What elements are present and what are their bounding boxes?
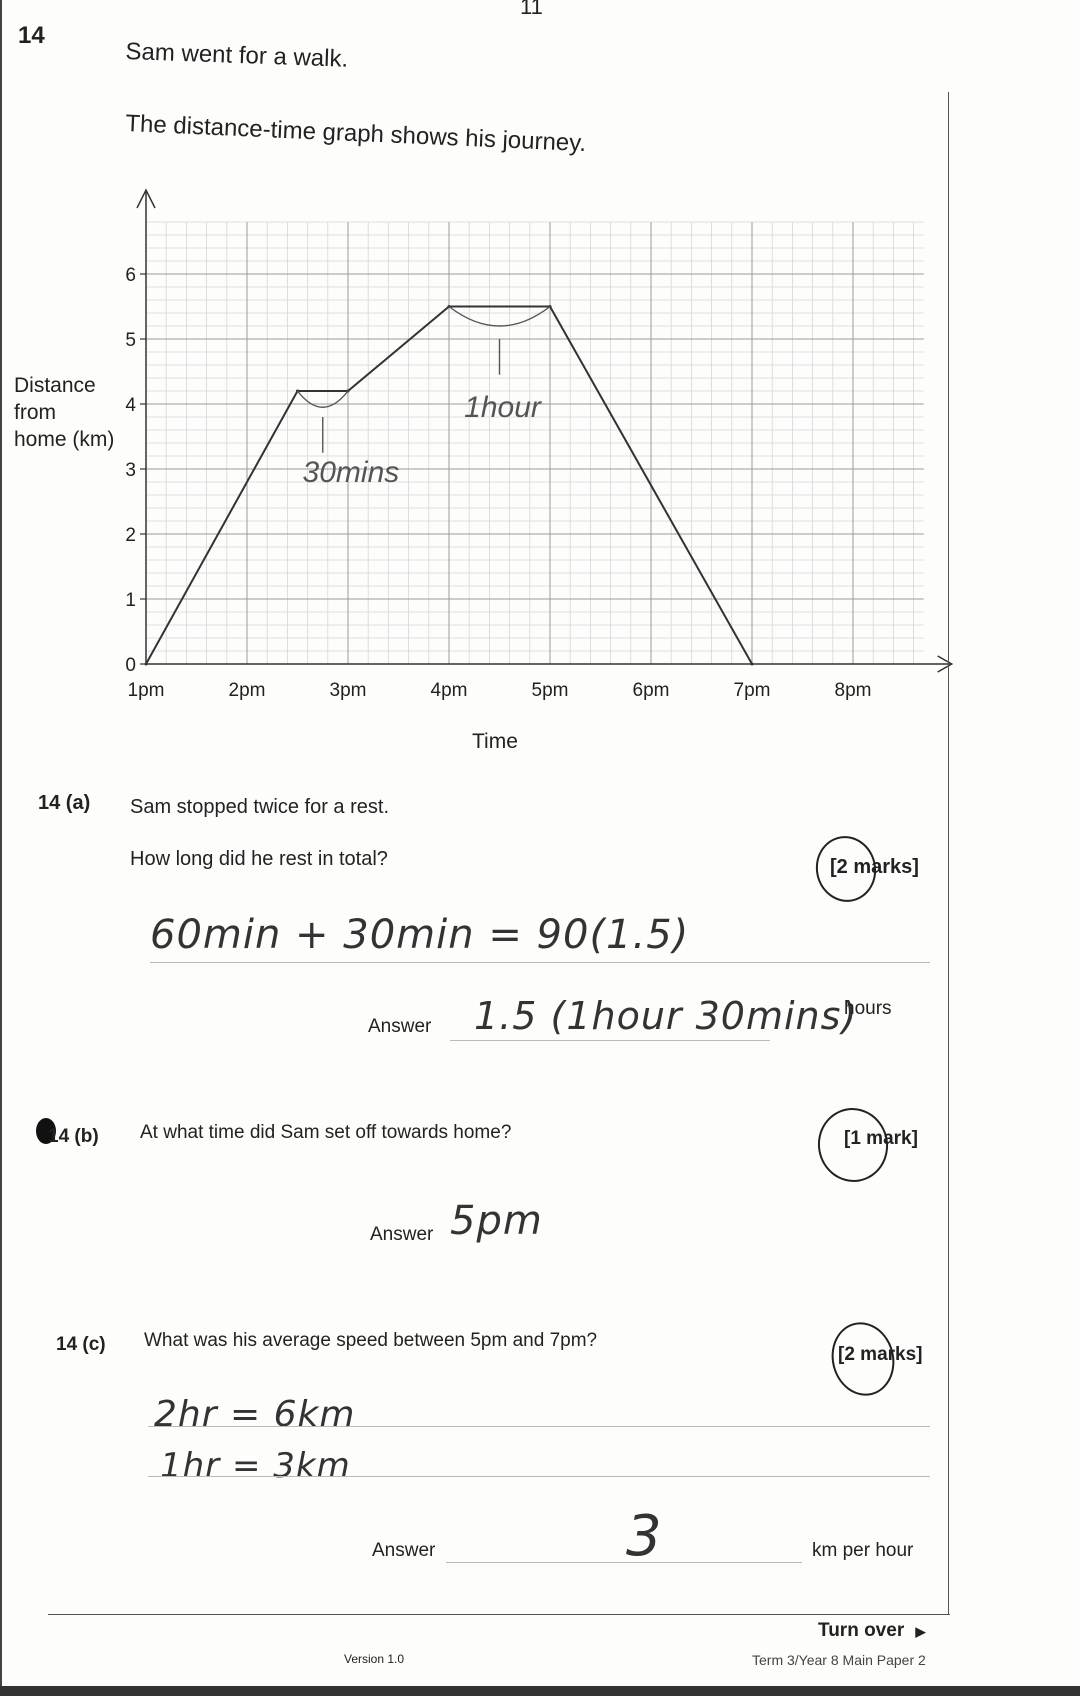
- part-b-label: 14 (b): [48, 1126, 99, 1147]
- version: Version 1.0: [344, 1652, 405, 1666]
- arrow-right-icon: ▶: [915, 1624, 926, 1639]
- part-c-marks: [2 marks]: [838, 1344, 923, 1365]
- journey-point: [751, 663, 754, 666]
- part-c-unit: km per hour: [812, 1540, 914, 1561]
- y-tick-label: 4: [125, 395, 136, 416]
- part-a-marks: [2 marks]: [830, 856, 919, 878]
- page-number: 11: [520, 0, 543, 19]
- x-tick-label: 1pm: [127, 680, 165, 701]
- y-tick-label: 6: [125, 265, 136, 286]
- answer-line: [450, 1040, 770, 1041]
- graph-annotations: [298, 307, 551, 490]
- part-b-answer-label: Answer: [370, 1224, 434, 1245]
- part-b-answer[interactable]: 5pm: [450, 1198, 543, 1244]
- x-tick-label: 2pm: [228, 680, 266, 701]
- y-tick-label: 5: [125, 330, 136, 351]
- part-a-answer-label: Answer: [368, 1016, 432, 1037]
- part-a-line-2: How long did he rest in total?: [130, 848, 388, 870]
- y-tick-label: 2: [125, 525, 136, 546]
- annotation-arc: [449, 307, 550, 327]
- paper-title: Term 3/Year 8 Main Paper 2: [752, 1652, 926, 1668]
- part-a-answer[interactable]: 1.5 (1hour 30mins): [474, 994, 858, 1038]
- y-axis-label-line: Distance: [14, 374, 96, 397]
- graph-ticks: [125, 265, 871, 701]
- y-axis-label-line: home (km): [14, 428, 115, 451]
- part-b-question: At what time did Sam set off towards home?: [140, 1122, 512, 1143]
- y-tick-label: 0: [125, 655, 136, 676]
- graph-axes: [137, 190, 952, 672]
- working-line: [148, 1476, 930, 1477]
- x-tick-label: 5pm: [531, 680, 569, 701]
- annotation-rest-1: 30mins: [302, 456, 400, 489]
- part-c-working-2: 1hr = 3km: [160, 1446, 351, 1486]
- answer-line: [446, 1562, 802, 1563]
- x-tick-label: 4pm: [430, 680, 468, 701]
- question-number: 14: [18, 22, 45, 49]
- part-a-unit: hours: [844, 998, 892, 1019]
- intro-line-2: The distance-time graph shows his journey.: [124, 110, 587, 158]
- part-a-line-1: Sam stopped twice for a rest.: [130, 796, 390, 818]
- annotation-rest-2: 1hour: [464, 391, 541, 424]
- part-c-working-1: 2hr = 6km: [154, 1394, 356, 1435]
- y-tick-label: 3: [125, 460, 136, 481]
- margin-line: [948, 92, 949, 1614]
- part-b-marks: [1 mark]: [844, 1128, 918, 1149]
- y-axis-label-line: from: [14, 401, 56, 424]
- working-line: [150, 962, 930, 963]
- x-tick-label: 3pm: [329, 680, 367, 701]
- part-c-question: What was his average speed between 5pm and 7pm?: [144, 1330, 598, 1351]
- scan-edge: [0, 1686, 1080, 1696]
- x-tick-label: 8pm: [834, 680, 872, 701]
- x-axis-label: Time: [472, 730, 518, 753]
- x-tick-label: 7pm: [733, 680, 771, 701]
- part-a-working: 60min + 30min = 90(1.5): [150, 912, 690, 958]
- intro-line-1: Sam went for a walk.: [125, 38, 349, 73]
- turn-over[interactable]: [818, 1620, 926, 1642]
- turn-over-label: Turn over: [818, 1620, 905, 1641]
- part-c-answer[interactable]: 3: [626, 1504, 663, 1569]
- x-tick-label: 6pm: [632, 680, 670, 701]
- y-tick-label: 1: [125, 590, 136, 611]
- journey-point: [145, 663, 148, 666]
- annotation-arc: [298, 391, 349, 407]
- part-a-label: 14 (a): [38, 792, 91, 814]
- part-c-answer-label: Answer: [372, 1540, 436, 1561]
- bottom-rule: [48, 1614, 950, 1615]
- working-line: [148, 1426, 930, 1427]
- graph-grid: [146, 222, 924, 664]
- part-c-label: 14 (c): [56, 1334, 106, 1355]
- distance-time-graph: [0, 0, 1080, 780]
